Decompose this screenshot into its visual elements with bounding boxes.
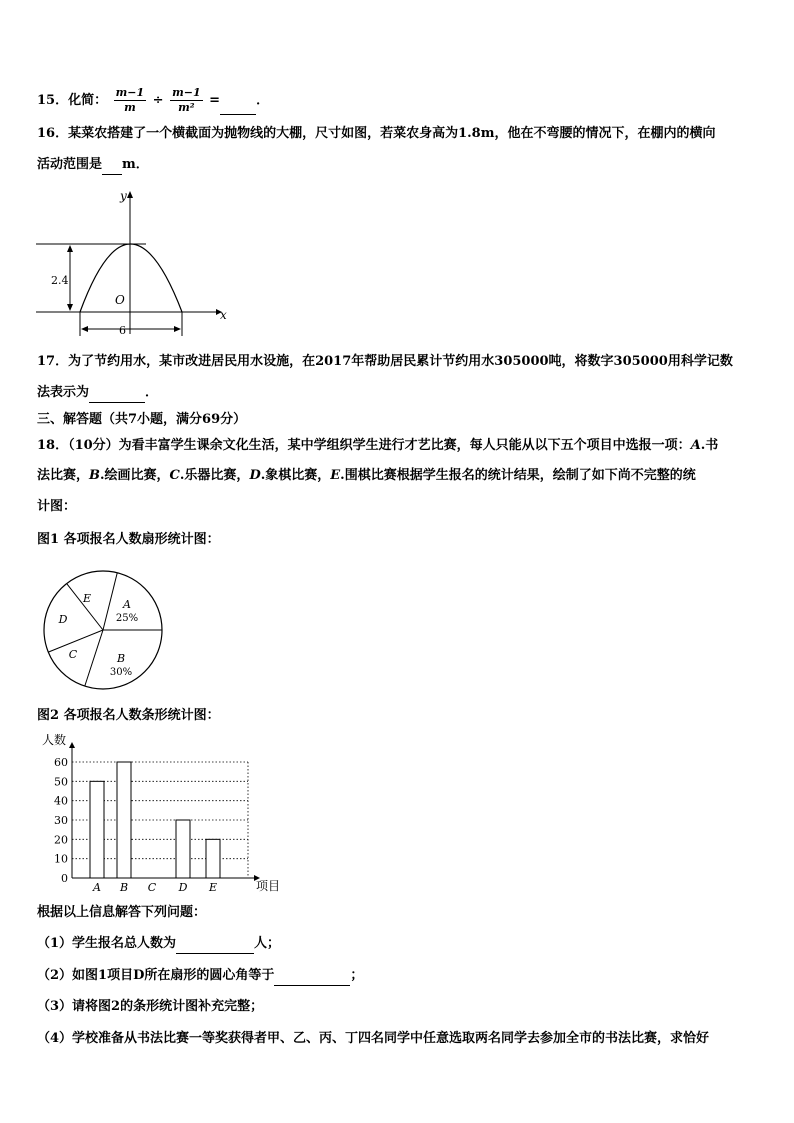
q17-line1: 17．为了节约用水，某市改进居民用水设施，在2017年帮助居民累计节约用水305000吨，将数字305000用科学记数	[37, 354, 733, 369]
q16-line2-unit: m．	[122, 157, 149, 172]
q17-line2-end: ．	[145, 385, 159, 400]
q17-answer-blank[interactable]	[89, 388, 145, 403]
q18-option-d: D	[249, 468, 261, 483]
q18-part3: （3）请将图2的条形统计图补充完整；	[37, 999, 264, 1014]
width-label: 6	[119, 324, 126, 337]
bar-x-tick-e: E	[208, 881, 218, 894]
q18-option-a: A	[690, 438, 701, 453]
q18-part2-text: （2）如图1项目D所在扇形的圆心角等于	[37, 968, 275, 983]
pie-slice-label-b: B	[116, 652, 126, 665]
height-label: 2.4	[51, 274, 69, 287]
q15-frac1-denominator: m	[124, 101, 136, 114]
q15-fraction-2	[170, 86, 203, 115]
q18-part2-blank[interactable]	[274, 971, 350, 986]
bar-x-tick-c: C	[147, 881, 157, 894]
bar-y-tick-label: 10	[54, 852, 68, 866]
bar-y-axis-title: 人数	[42, 733, 67, 747]
width-arrow-right	[174, 326, 181, 332]
q15-end: ．	[256, 93, 270, 108]
q18-line2-text-c: .乐器比赛，	[179, 468, 250, 483]
bar-y-tick-label: 50	[54, 775, 68, 789]
bar-y-tick-label: 20	[54, 833, 68, 847]
q18-option-b: B	[89, 468, 101, 483]
bar-x-axis-title: 项目	[256, 879, 281, 893]
pie-slice-label-c: C	[68, 648, 78, 661]
y-axis-label: y	[120, 189, 127, 203]
bar-y-tick-label: 60	[54, 756, 68, 769]
q18-part1-unit: 人；	[254, 936, 281, 951]
pie-slice-label-a: A	[123, 598, 131, 611]
q15-equals-sign: =	[209, 93, 221, 108]
parabola-figure	[36, 186, 236, 338]
x-axis-label: x	[220, 308, 227, 322]
bar-a	[90, 781, 104, 878]
bar-x-tick-b: B	[119, 881, 129, 894]
bar-e	[206, 839, 220, 878]
q17-line2-text: 法表示为	[37, 385, 90, 400]
bar-chart	[36, 730, 286, 894]
bar-b	[117, 762, 131, 878]
height-arrow-bottom	[67, 304, 73, 311]
q18-part1-blank[interactable]	[176, 939, 254, 954]
height-arrow-top	[67, 245, 73, 252]
q18-line2-text-d: .象棋比赛，	[260, 468, 331, 483]
bar-y-tick-label: 40	[54, 794, 68, 808]
y-axis-arrow	[127, 191, 133, 198]
q16-line2	[37, 155, 149, 175]
origin-label: O	[115, 293, 125, 307]
q18-part1-text: （1）学生报名总人数为	[37, 936, 177, 951]
pie-slice-label-d: D	[58, 613, 68, 626]
q18-line1-text: 18．（10分）为看丰富学生课余文化生活，某中学组织学生进行才艺比赛，每人只能从以下五个项目中选报一项：	[37, 438, 691, 453]
q18-part2-end: ；	[350, 968, 364, 983]
q18-line2-text-b: .绘画比赛，	[100, 468, 170, 483]
q16-line2-text: 活动范围是	[37, 157, 103, 172]
bar-y-axis-arrow	[69, 742, 75, 748]
q15-line	[37, 86, 269, 115]
fig1-caption: 图1 各项报名人数扇形统计图：	[37, 532, 220, 547]
q15-label: 15．化简：	[37, 93, 108, 108]
q15-fraction-1	[114, 86, 147, 115]
pie-chart	[40, 570, 170, 694]
bar-d	[176, 820, 190, 878]
pie-slice-value-a: 25%	[115, 613, 139, 624]
q15-frac2-numerator: m−1	[172, 86, 201, 99]
fig2-caption: 图2 各项报名人数条形统计图：	[37, 708, 220, 723]
q17-line2	[37, 383, 158, 403]
q18-line1	[37, 436, 718, 456]
bar-y-tick-label: 0	[61, 872, 68, 885]
section3-title: 三、解答题（共7小题，满分69分）	[37, 412, 247, 427]
q18-part2	[37, 966, 363, 986]
q18-line1-end: .书	[700, 438, 719, 453]
pie-slice-value-b: 30%	[109, 667, 133, 678]
q18-part1	[37, 934, 280, 954]
width-arrow-left	[81, 326, 88, 332]
q18-line2-text-e: .围棋比赛根据学生报名的统计结果，绘制了如下尚不完整的统	[340, 468, 696, 483]
bar-y-tick-label: 30	[54, 814, 68, 827]
q18-after-charts: 根据以上信息解答下列问题：	[37, 905, 207, 920]
q15-answer-blank[interactable]	[220, 100, 256, 115]
q18-option-e: E	[330, 468, 341, 483]
parabola-curve	[80, 244, 182, 312]
bar-x-tick-a: A	[93, 881, 101, 894]
q18-line2	[37, 466, 696, 486]
q18-option-c: C	[169, 468, 180, 483]
q15-frac1-numerator: m−1	[115, 86, 145, 99]
q18-line2-text-a: 法比赛，	[37, 468, 90, 483]
pie-slice-label-e: E	[82, 592, 92, 605]
q18-line3: 计图：	[37, 499, 77, 514]
bar-x-tick-d: D	[178, 881, 188, 894]
q16-line1: 16．某菜农搭建了一个横截面为抛物线的大棚，尺寸如图，若菜农身高为1.8m，他在不弯腰的情况下，在棚内的横向	[37, 126, 716, 141]
q15-divide-sign: ÷	[152, 93, 164, 108]
q15-frac2-denominator: m²	[178, 101, 195, 114]
q18-part4: （4）学校准备从书法比赛一等奖获得者甲、乙、丙、丁四名同学中任意选取两名同学去参加全市的书法比赛，求恰好	[37, 1031, 710, 1046]
q16-answer-blank[interactable]	[102, 160, 122, 175]
